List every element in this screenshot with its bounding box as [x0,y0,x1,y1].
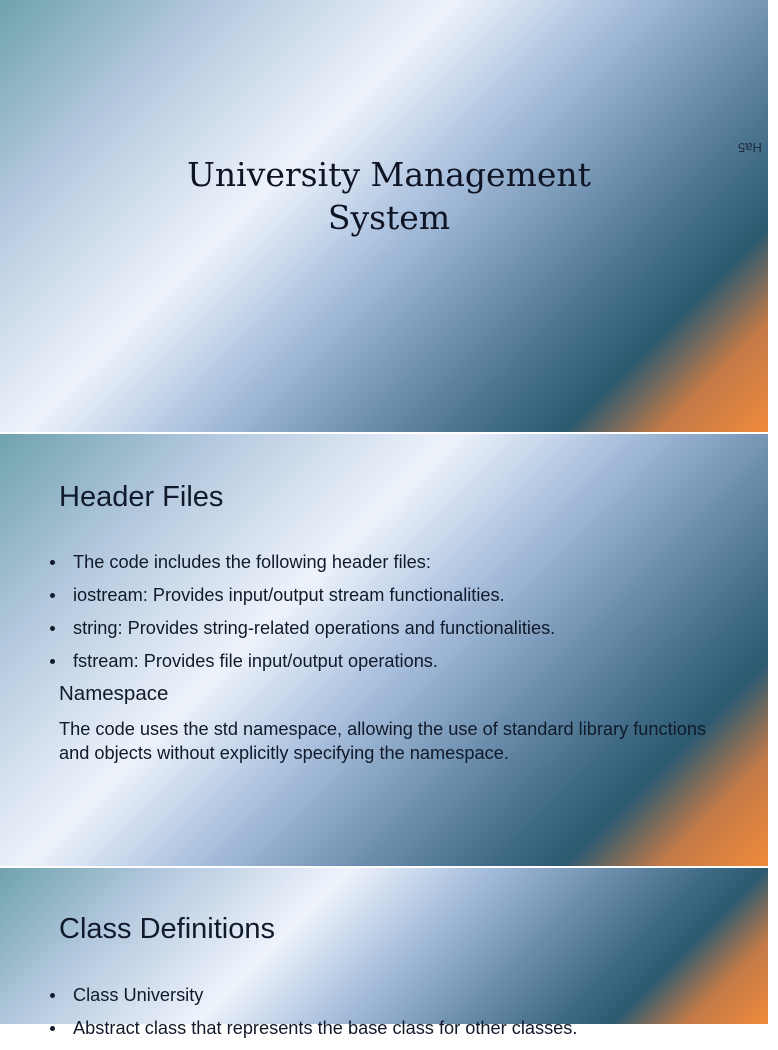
namespace-subheading: Namespace [59,682,169,705]
slide-title [0,0,768,432]
presentation-title [0,153,778,239]
slide-heading: Class Definitions [59,913,275,945]
list-item: fstream: Provides file input/output operations. [48,650,555,683]
corner-text: Ha5 [738,140,762,155]
list-item: string: Provides string-related operations and functionalities. [48,617,555,650]
list-item: iostream: Provides input/output stream functionalities. [48,584,555,617]
title-line-1: University Management [187,155,591,194]
bullet-list [48,551,555,683]
slide-header-files [0,434,768,866]
slide-class-definitions [0,868,768,1038]
bullet-list [48,984,577,1050]
slide-heading: Header Files [59,481,224,513]
list-item: Abstract class that represents the base class for other classes. [48,1017,577,1050]
list-item: Class University [48,984,577,1017]
list-item: The code includes the following header files: [48,551,555,584]
namespace-paragraph: The code uses the std namespace, allowing the use of standard library functions and objects without explicitly specifying the namespace. [59,719,707,763]
title-line-2: System [327,198,451,237]
